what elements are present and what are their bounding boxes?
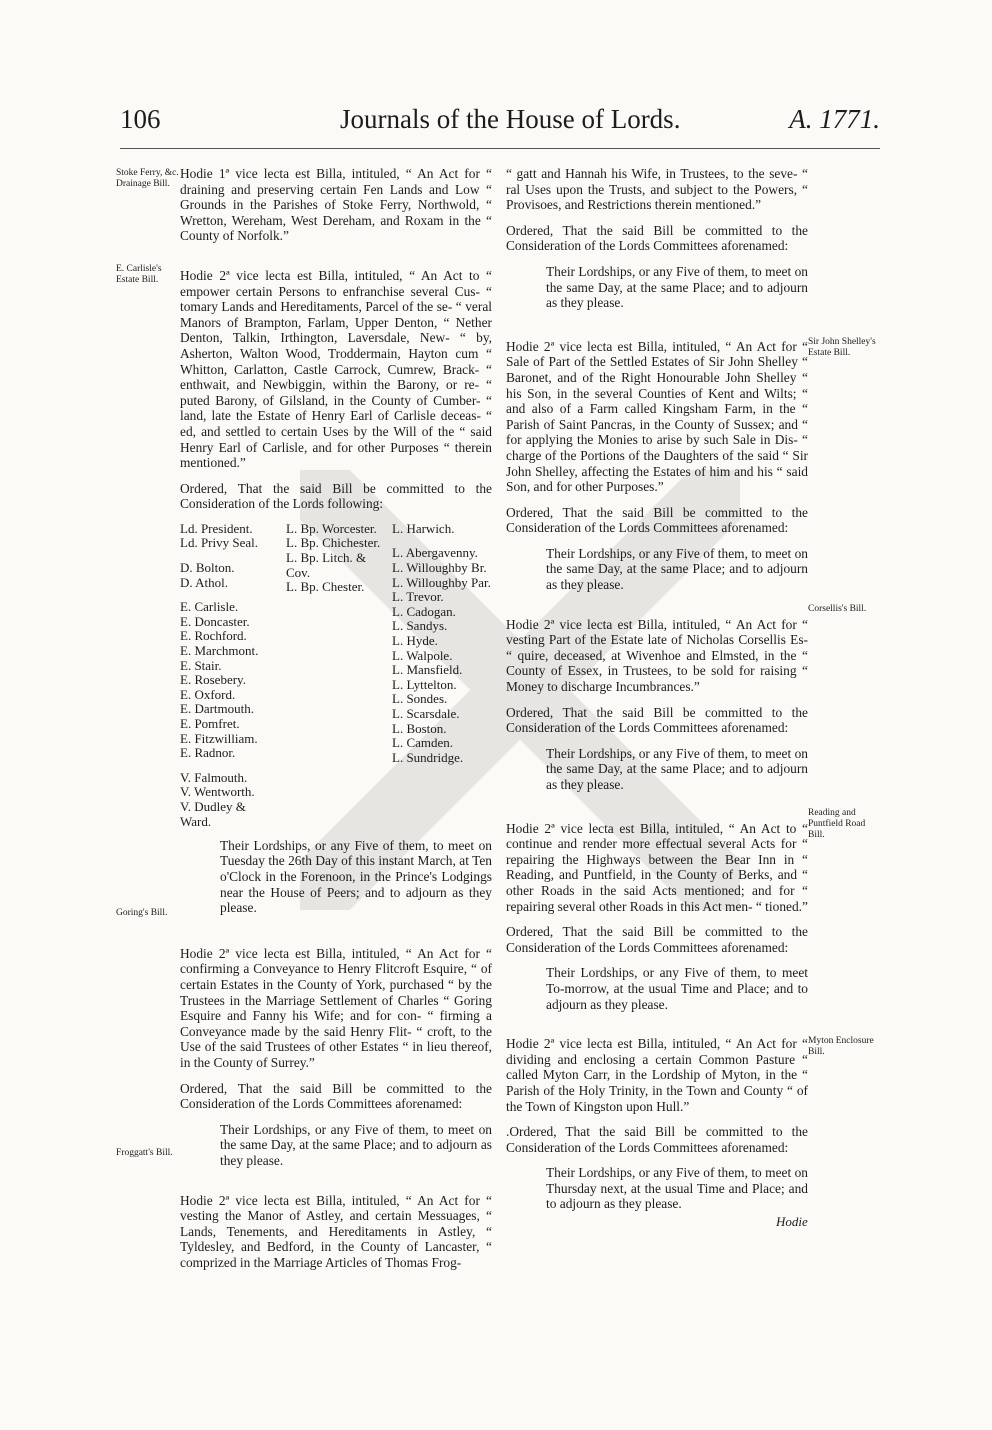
side-note-froggatt: Froggatt's Bill. <box>116 1148 173 1158</box>
lord-name: L. Sandys. <box>392 618 448 634</box>
journal-title: Journals of the House of Lords. <box>340 104 681 134</box>
lords-committee-list <box>180 520 492 829</box>
side-note-goring: Goring's Bill. <box>116 908 168 918</box>
lord-name: E. Rosebery. <box>180 672 246 688</box>
journal-year: A. 1771. <box>789 104 880 134</box>
myton-bill-text: Hodie 2ª vice lecta est Billa, intituled, “ An Act for “ dividing and enclosing a certain Common Pasture “ called Myton Carr, in the Lordship of Myton, in the “ Parish of the Holy Trinity, in the Town and County “ of the Town of Kingston upon Hull.” <box>506 1036 808 1114</box>
lord-name: E. Doncaster. <box>180 613 250 629</box>
lord-name: Ld. President. <box>180 520 253 536</box>
lord-name: E. Radnor. <box>180 745 236 761</box>
lord-name: L. Cadogan. <box>392 603 456 619</box>
carlisle-ordered: Ordered, That the said Bill be committed to the Consideration of the Lords following: <box>180 480 492 512</box>
lord-name: E. Dartmouth. <box>180 701 255 717</box>
lord-name: L. Scarsdale. <box>392 706 460 721</box>
goring-ordered: Ordered, That the said Bill be committed to the Consideration of the Lords Committees aforenamed: <box>180 1080 492 1112</box>
page-header <box>120 100 880 150</box>
lords-column-1 <box>180 522 258 829</box>
lord-name: D. Athol. <box>180 574 229 590</box>
lord-name: L. Boston. <box>392 720 447 736</box>
myton-meeting: Their Lordships, or any Five of them, to meet on Thursday next, at the usual Time and Place; and to adjourn as they please. <box>546 1165 808 1212</box>
lord-name: E. Fitzwilliam. <box>180 730 258 746</box>
lord-name: L. Lyttelton. <box>392 676 457 692</box>
froggatt-bill-text: Hodie 2ª vice lecta est Billa, intituled, “ An Act for “ vesting the Manor of Astley, and certain Messuages, “ Lands, Tenements, and Hereditaments in Astley, “ Tyldesley, and Bedford, in the County of Lancaster, “ comprized in the Marriage Articles of Thomas Frog- <box>180 1192 492 1270</box>
lord-name: E. Pomfret. <box>180 716 240 731</box>
lord-name: L. Abergavenny. <box>392 545 478 561</box>
lord-name: L. Bp. Chester. <box>286 579 365 595</box>
lord-name: Ld. Privy Seal. <box>180 535 258 551</box>
lord-name: L. Camden. <box>392 735 454 751</box>
corsellis-ordered: Ordered, That the said Bill be committed to the Consideration of the Lords Committees aforenamed: <box>506 704 808 736</box>
carlisle-bill-text: Hodie 2ª vice lecta est Billa, intituled, “ An Act to “ empower certain Persons to enfranchise several Cus- “ tomary Lands and Hereditaments, Parcel of the se- “ veral Manors of Brampton, Farlam, Upper Denton, “ Nether Denton, Talkin, Irthington, Laversdale, New- “ by, Asherton, Walton Wood, Troddermain, Hayton cum “ Whitton, Carlatton, Castle Carrock, Cumrew, Brack- “ enthwait, and Newbiggin, within the Barony, or re- “ puted Barony, of Gilsland, in the County of Cumber- “ land, late the Estate of Henry Earl of Carlisle deceas- “ ed, and settled to certain Uses by the Will of the “ said Henry Earl of Carlisle, and for other Purposes “ therein mentioned.” <box>180 267 492 471</box>
lord-name: L. Bp. Chichester. <box>286 535 381 551</box>
lord-name: L. Hyde. <box>392 633 438 649</box>
reading-ordered: Ordered, That the said Bill be committed to the Consideration of the Lords Committees aforenamed: <box>506 924 808 955</box>
lord-name: V. Wentworth. <box>180 784 255 800</box>
lord-name: E. Marchmont. <box>180 643 259 659</box>
lord-name: E. Rochford. <box>180 628 247 644</box>
lord-name: E. Stair. <box>180 657 222 673</box>
right-column <box>506 166 808 1222</box>
lord-name: L. Willoughby Br. <box>392 560 487 576</box>
side-note-myton: Myton Enclosure Bill. <box>808 1036 874 1057</box>
froggatt-ordered: Ordered, That the said Bill be committed to the Consideration of the Lords Committees aforenamed: <box>506 222 808 254</box>
goring-bill-text: Hodie 2ª vice lecta est Billa, intituled, “ An Act for “ confirming a Conveyance to Henry Flitcroft Esquire, “ of certain Estates in the County of York, purchased “ by the Trustees in the Marriage Settlement of Charles “ Goring Esquire and Fanny his Wife; and for con- “ firming a Conveyance made by the said Henry Flit- “ croft, to the Use of the said Trustees of other Estates “ in lieu thereof, in the County of Surrey.” <box>180 945 492 1070</box>
lord-name: L. Bp. Worcester. <box>286 520 377 536</box>
lord-name: D. Bolton. <box>180 560 235 576</box>
left-column <box>180 166 492 1281</box>
shelley-bill-text: Hodie 2ª vice lecta est Billa, intituled, “ An Act for “ Sale of Part of the Settled Estates of Sir John Shelley “ Baronet, and of the Right Honourable John Shelley “ his Son, in the several Counties of Kent and Wilts; “ and also of a Farm called Kingsham Farm, in the “ Parish of Saint Pancras, in the County of Sussex; and “ for applying the Monies to arise by such Sale in Dis- “ charge of the Portions of the Daughters of the said “ Sir John Shelley, affecting the Estates of him and his “ said Son, and for other Purposes.” <box>506 338 808 495</box>
reading-meeting: Their Lordships, or any Five of them, to meet To-morrow, at the usual Time and Place; and to adjourn as they please. <box>546 965 808 1012</box>
lord-name: Ward. <box>180 813 212 829</box>
side-note-stoke: Stoke Ferry, &c. Drainage Bill. <box>116 168 179 189</box>
header-rule <box>120 148 880 149</box>
carlisle-meeting: Their Lordships, or any Five of them, to meet on Tuesday the 26th Day of this instant March, at Ten o'Clock in the Forenoon, in the Prince's Lodgings near the House of Peers; and to adjourn as they please. <box>220 837 492 916</box>
lord-name: E. Carlisle. <box>180 599 239 615</box>
lord-name: Cov. <box>286 564 311 580</box>
corsellis-meeting: Their Lordships, or any Five of them, to meet on the same Day, at the same Place; and to adjourn as they please. <box>546 745 808 792</box>
side-note-shelley: Sir John Shelley's Estate Bill. <box>808 337 876 358</box>
lord-name: V. Falmouth. <box>180 769 248 785</box>
side-note-carlisle: E. Carlisle's Estate Bill. <box>116 264 162 285</box>
reading-bill-text: Hodie 2ª vice lecta est Billa, intituled, “ An Act to “ continue and render more effectual several Acts for “ repairing the Highways between the Bear Inn in “ Reading, and Puntfield, in the County of Berks, and “ other Roads in the said Acts mentioned; and for “ repairing several other Roads in this Act men- “ tioned.” <box>506 820 808 914</box>
shelley-ordered: Ordered, That the said Bill be committed to the Consideration of the Lords Committees aforenamed: <box>506 504 808 536</box>
corsellis-bill-text: Hodie 2ª vice lecta est Billa, intituled, “ An Act for “ vesting Part of the Estate late of Nicholas Corsellis Es- “ quire, deceased, at Wivenhoe and Elmsted, in the “ County of Essex, in Trustees, to be sold for raising “ Money to discharge Incumbrances.” <box>506 616 808 695</box>
stoke-ferry-bill-text: Hodie 1ª vice lecta est Billa, intituled, “ An Act for “ draining and preserving certain Fen Lands and Low “ Grounds in the Parishes of Stoke Ferry, Northwold, “ Wretton, Wereham, West Dereham, and Roxam in the “ County of Norfolk.” <box>180 166 492 244</box>
lord-name: L. Bp. Litch. & <box>286 550 367 566</box>
froggatt-bill-continued: “ gatt and Hannah his Wife, in Trustees, to the seve- “ ral Uses upon the Trusts, and subject to the Powers, “ Provisoes, and Restrictions therein mentioned.” <box>506 166 808 213</box>
lord-name: E. Oxford. <box>180 686 236 702</box>
lords-column-3 <box>392 522 491 766</box>
myton-ordered: .Ordered, That the said Bill be committed to the Consideration of the Lords Committees aforenamed: <box>506 1124 808 1155</box>
lord-name: L. Sundridge. <box>392 749 464 765</box>
lords-column-2 <box>286 522 380 595</box>
lord-name: V. Dudley & <box>180 798 246 814</box>
lord-name: L. Trevor. <box>392 589 444 605</box>
shelley-meeting: Their Lordships, or any Five of them, to meet on the same Day, at the same Place; and to adjourn as they please. <box>546 545 808 593</box>
froggatt-meeting: Their Lordships, or any Five of them, to meet on the same Day, at the same Place; and to adjourn as they please. <box>546 263 808 311</box>
goring-meeting: Their Lordships, or any Five of them, to meet on the same Day, at the same Place; and to adjourn as they please. <box>220 1121 492 1168</box>
page-number: 106 <box>120 104 161 134</box>
lord-name: L. Willoughby Par. <box>392 574 491 590</box>
side-note-reading: Reading and Puntfield Road Bill. <box>808 808 866 840</box>
side-note-corsellis: Corsellis's Bill. <box>808 604 867 614</box>
lord-name: L. Sondes. <box>392 691 448 707</box>
lord-name: L. Walpole. <box>392 647 453 663</box>
lord-name: L. Harwich. <box>392 520 455 536</box>
lord-name: L. Mansfield. <box>392 662 463 678</box>
catchword: Hodie <box>776 1214 808 1229</box>
